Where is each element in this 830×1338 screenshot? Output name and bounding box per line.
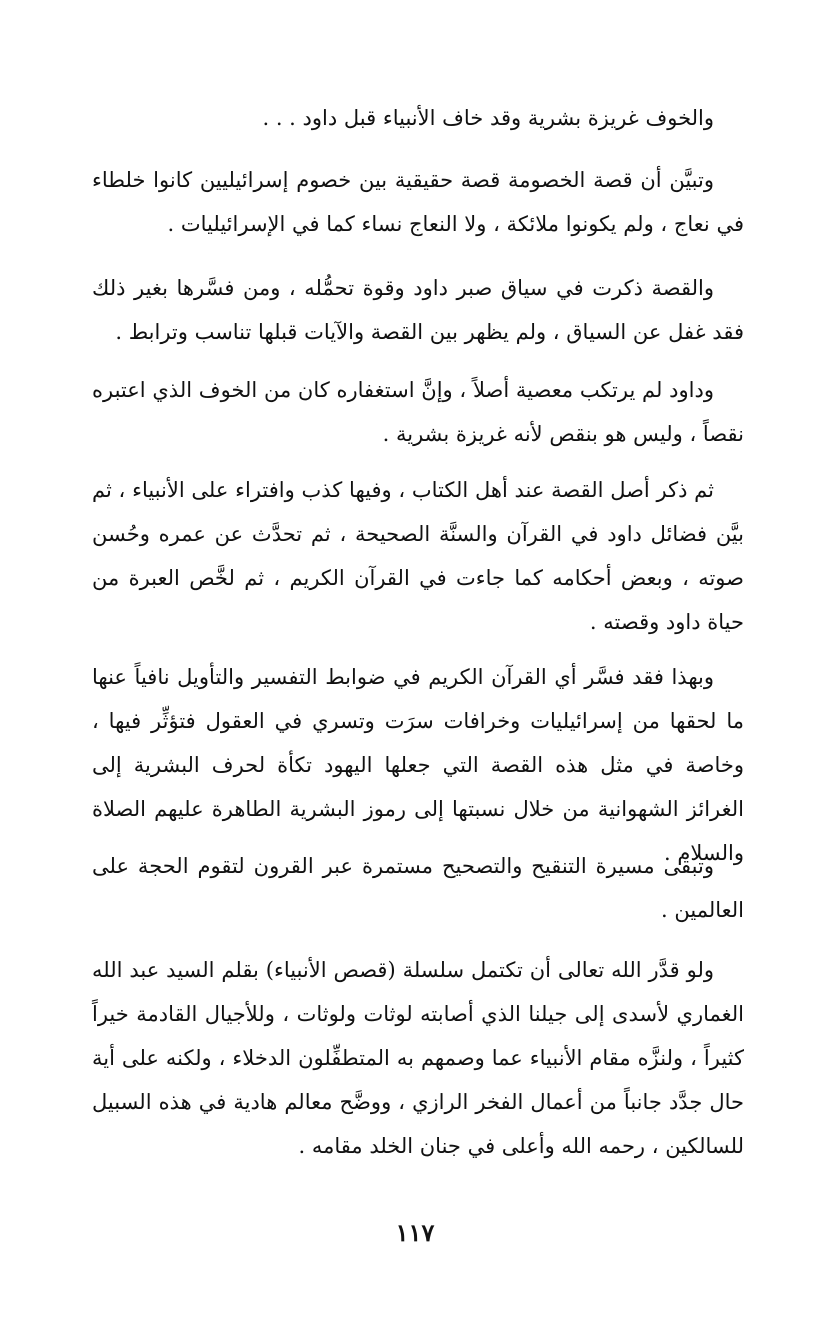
paragraph-6-text: وبهذا فقد فسَّر أي القرآن الكريم في ضوابط التفسير والتأويل نافياً عنها ما لحقها من إسرائيليات وخرافات سرَت وتسري في العقول فتؤثِّر فيها ، وخاصة في مثل هذه القصة التي جعلها اليهود تكأة لحرف البشرية إلى الغرائز الشهوانية من خلال نسبتها إلى رموز البشرية الطاهرة عليهم الصلاة والسلام . [92,665,744,865]
paragraph-2-text: وتبيَّن أن قصة الخصومة قصة حقيقية بين خصوم إسرائيليين كانوا خلطاء في نعاج ، ولم يكونوا ملائكة ، ولا النعاج نساء كما في الإسرائيليات . [92,168,744,236]
paragraph-7-text: وتبقى مسيرة التنقيح والتصحيح مستمرة عبر القرون لتقوم الحجة على العالمين . [92,854,744,922]
page-number: ١١٧ [395,1218,435,1247]
paragraph-8-text: ولو قدَّر الله تعالى أن تكتمل سلسلة (قصص الأنبياء) بقلم السيد عبد الله الغماري لأسدى إلى جيلنا الذي أصابته لوثات ولوثات ، وللأجيال القادمة خيراً كثيراً ، ولنزَّه مقام الأنبياء عما وصمهم به المتطفِّلون الدخلاء ، ولكنه على أية حال جدَّد جانباً من أعمال الفخر الرازي ، ووضَّح معالم هادية في هذه السبيل للسالكين ، رحمه الله وأعلى في جنان الخلد مقامه . [92,958,744,1158]
paragraph-7 [92,844,744,932]
paragraph-5-text: ثم ذكر أصل القصة عند أهل الكتاب ، وفيها كذب وافتراء على الأنبياء ، ثم بيَّن فضائل داود في القرآن والسنَّة الصحيحة ، ثم تحدَّث عن عمره وحُسن صوته ، وبعض أحكامه كما جاءت في القرآن الكريم ، ثم لخَّص العبرة من حياة داود وقصته . [92,478,744,634]
paragraph-1 [92,96,744,140]
paragraph-1-text: والخوف غريزة بشرية وقد خاف الأنبياء قبل داود . . . [262,106,714,130]
paragraph-5 [92,468,744,644]
paragraph-2 [92,158,744,246]
paragraph-8 [92,948,744,1168]
paragraph-4 [92,368,744,456]
paragraph-3-text: والقصة ذكرت في سياق صبر داود وقوة تحمُّله ، ومن فسَّرها بغير ذلك فقد غفل عن السياق ، ولم يظهر بين القصة والآيات قبلها تناسب وترابط . [92,276,744,344]
paragraph-3 [92,266,744,354]
paragraph-6 [92,655,744,875]
paragraph-4-text: وداود لم يرتكب معصية أصلاً ، وإنَّ استغفاره كان من الخوف الذي اعتبره نقصاً ، وليس هو بنقص لأنه غريزة بشرية . [92,378,744,446]
